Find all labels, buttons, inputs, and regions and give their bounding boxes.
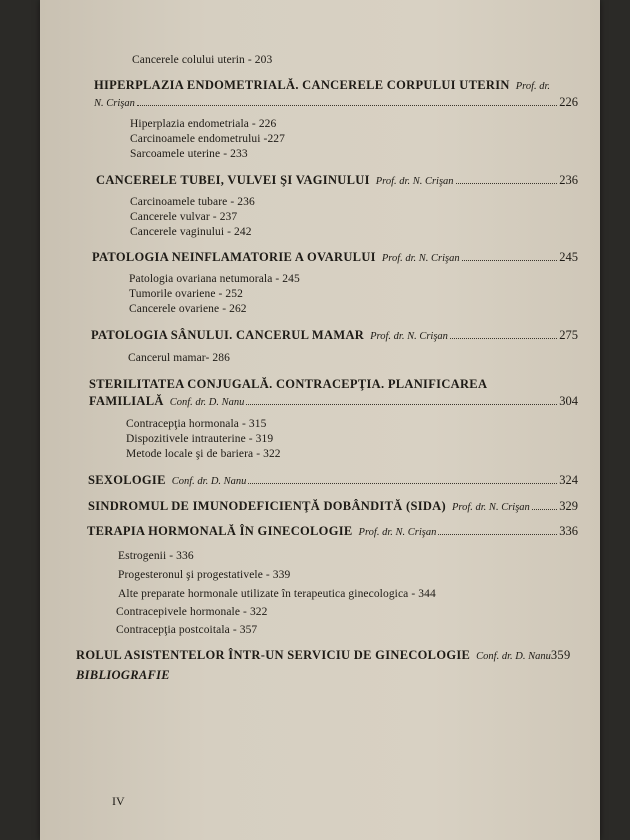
toc-heading-title-cont: FAMILIALĂ — [89, 394, 164, 408]
toc-subentry: Dispozitivele intrauterine - 319 — [126, 433, 274, 445]
toc-page-number: 304 — [559, 394, 578, 408]
toc-subentry: Tumorile ovariene - 252 — [129, 288, 243, 300]
toc-heading — [96, 173, 578, 188]
toc-subentry: Carcinoamele endometrului -227 — [130, 133, 286, 145]
book-page — [40, 0, 600, 840]
toc-heading-title: HIPERPLAZIA ENDOMETRIALĂ. CANCERELE CORPULUI UTERIN — [94, 78, 510, 92]
toc-subentry: Metode locale şi de bariera - 322 — [126, 448, 281, 460]
toc-author: Conf. dr. D. Nanu — [476, 651, 551, 662]
toc-page-number: 275 — [559, 328, 578, 342]
dot-leader — [137, 104, 557, 106]
toc-page-number: 236 — [559, 173, 578, 187]
toc-heading — [87, 524, 578, 539]
toc-subentry: Cancerele vaginului - 242 — [130, 226, 252, 238]
toc-heading-title: PATOLOGIA NEINFLAMATORIE A OVARULUI — [92, 250, 376, 264]
toc-subentry: Cancerele ovariene - 262 — [129, 303, 247, 315]
toc-heading — [88, 499, 578, 514]
toc-page-number: 329 — [559, 499, 578, 513]
toc-heading — [94, 78, 550, 93]
toc-subentry: Alte preparate hormonale utilizate în terapeutica ginecologica - 344 — [118, 588, 436, 600]
dot-leader — [438, 533, 557, 535]
dot-leader — [246, 403, 557, 405]
toc-heading-title: ROLUL ASISTENTELOR ÎNTR-UN SERVICIU DE GINECOLOGIE — [76, 648, 471, 662]
toc-heading — [92, 250, 578, 265]
toc-subentry: Cancerele vulvar - 237 — [130, 211, 238, 223]
toc-subentry: Contracepţia postcoitala - 357 — [116, 624, 258, 636]
toc-author: Conf. dr. D. Nanu — [169, 397, 245, 408]
toc-heading — [76, 648, 571, 663]
toc-subentry: Cancerele colului uterin - 203 — [132, 54, 273, 66]
dot-leader — [462, 259, 558, 261]
toc-heading — [91, 328, 578, 343]
toc-author: Prof. dr. N. Crişan — [358, 527, 437, 538]
toc-author: Prof. dr. N. Crişan — [381, 253, 460, 264]
toc-heading-title: STERILITATEA CONJUGALĂ. CONTRACEPŢIA. PLANIFICAREA — [89, 377, 488, 391]
toc-author: Prof. dr. N. Crişan — [375, 176, 454, 187]
toc-heading-title: SINDROMUL DE IMUNODEFICIENŢĂ DOBÂNDITĂ (SIDA) — [88, 499, 446, 513]
toc-subentry: Carcinoamele tubare - 236 — [130, 196, 255, 208]
dot-leader — [456, 182, 558, 184]
toc-author: Prof. dr. — [515, 81, 551, 92]
toc-heading-title: PATOLOGIA SÂNULUI. CANCERUL MAMAR — [91, 328, 365, 342]
toc-subentry: Cancerul mamar- 286 — [128, 352, 230, 364]
dot-leader — [450, 337, 557, 339]
toc-subentry: Contracepţia hormonala - 315 — [126, 418, 267, 430]
page-folio: IV — [112, 794, 125, 808]
toc-subentry: Hiperplazia endometriala - 226 — [130, 118, 277, 130]
toc-heading-title: BIBLIOGRAFIE — [76, 668, 170, 682]
toc-subentry: Patologia ovariana netumorala - 245 — [129, 273, 300, 285]
toc-subentry: Estrogenii - 336 — [118, 550, 194, 562]
toc-page-number: 226 — [559, 95, 578, 109]
dot-leader — [532, 508, 557, 510]
toc-page-number: 336 — [559, 524, 578, 538]
toc-leader-line — [94, 95, 578, 110]
toc-heading-title: SEXOLOGIE — [88, 473, 166, 487]
toc-page-number: 245 — [559, 250, 578, 264]
toc-author: Conf. dr. D. Nanu — [171, 476, 247, 487]
toc-author: Prof. dr. N. Crişan — [451, 502, 530, 513]
toc-subentry: Sarcoamele uterine - 233 — [130, 148, 248, 160]
toc-heading-title: CANCERELE TUBEI, VULVEI ŞI VAGINULUI — [96, 173, 370, 187]
toc-heading — [88, 473, 578, 488]
toc-page-number: 324 — [559, 473, 578, 487]
toc-subentry: Progesteronul şi progestativele - 339 — [118, 569, 291, 581]
toc-heading-title: TERAPIA HORMONALĂ ÎN GINECOLOGIE — [87, 524, 353, 538]
dot-leader — [248, 482, 557, 484]
toc-subentry: Contracepivele hormonale - 322 — [116, 606, 268, 618]
toc-author: N. Crişan — [94, 98, 135, 109]
toc-page-number: 359 — [550, 648, 571, 662]
toc-author: Prof. dr. N. Crişan — [370, 331, 448, 342]
toc-heading — [89, 394, 578, 409]
